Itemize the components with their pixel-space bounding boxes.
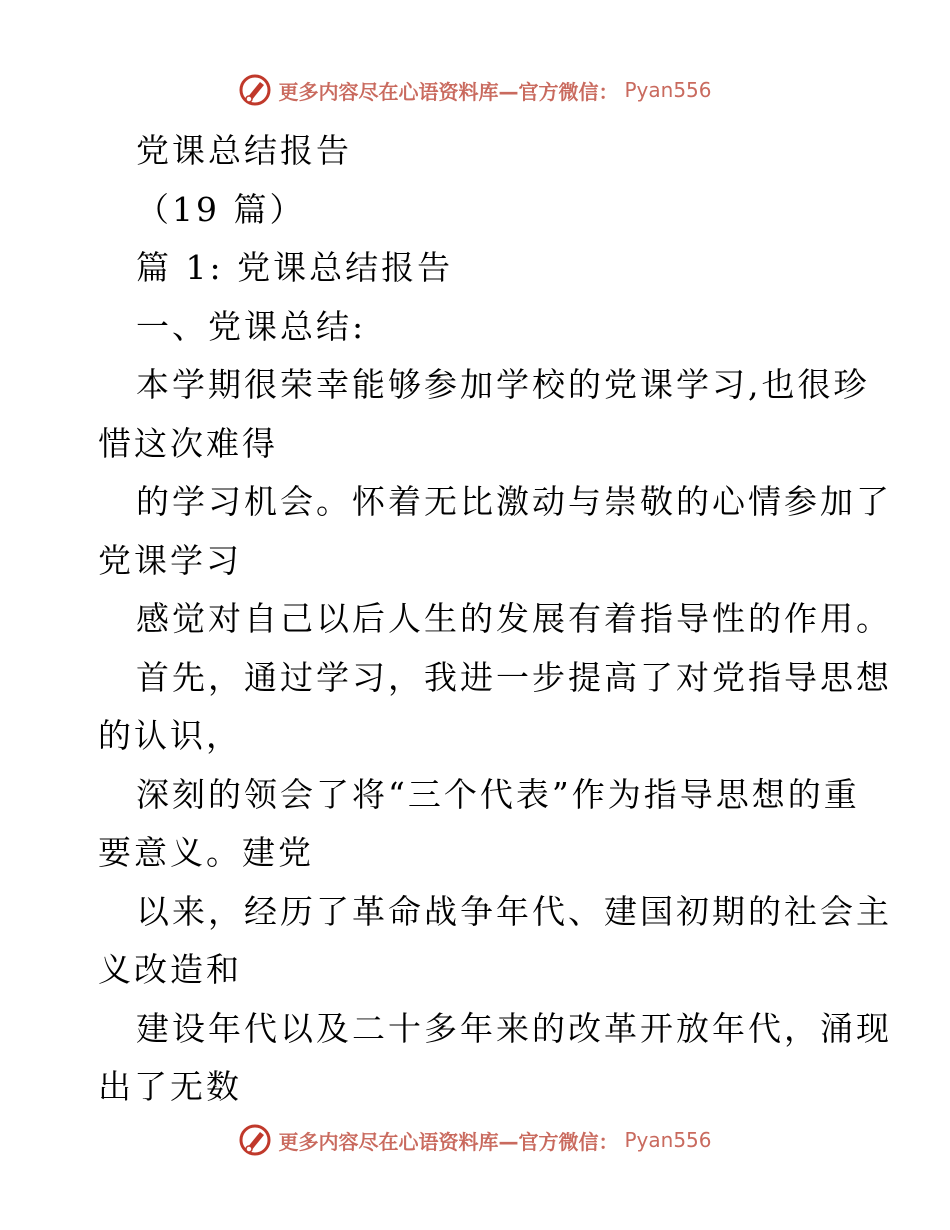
paragraph-line: 出了无数 — [98, 1067, 242, 1106]
paragraph-line: 建设年代以及二十多年来的改革开放年代，涌现 — [136, 1008, 892, 1048]
watermark-text: 更多内容尽在心语资料库—官方微信： — [278, 1129, 619, 1154]
paragraph-line: 义改造和 — [98, 950, 242, 989]
paragraph-line: 惜这次难得 — [98, 423, 278, 463]
document-body — [98, 122, 892, 1117]
subsection-heading: 一、党课总结: — [136, 306, 367, 346]
doc-subtitle: （19 篇） — [136, 189, 306, 229]
footer-watermark — [0, 1120, 950, 1160]
paragraph-line: 感觉对自己以后人生的发展有着指导性的作用。 — [136, 599, 892, 638]
pen-circle-logo-icon — [238, 73, 272, 107]
watermark-text: 更多内容尽在心语资料库—官方微信： — [278, 79, 619, 104]
header-watermark — [0, 70, 950, 110]
watermark-wechat-id: Pyan556 — [624, 78, 712, 102]
paragraph-line: 要意义。建党 — [98, 833, 314, 872]
paragraph-line: 的学习机会。怀着无比激动与崇敬的心情参加了 — [136, 482, 892, 521]
doc-title: 党课总结报告 — [136, 131, 352, 170]
watermark-wechat-id: Pyan556 — [624, 1128, 712, 1152]
pen-circle-logo-icon — [238, 1123, 272, 1157]
paragraph-line: 党课学习 — [98, 540, 242, 580]
section-heading: 篇 1: 党课总结报告 — [136, 248, 454, 287]
paragraph-line: 深刻的领会了将“三个代表”作为指导思想的重 — [136, 774, 860, 814]
paragraph-line: 首先，通过学习，我进一步提高了对党指导思想 — [136, 657, 892, 697]
paragraph-line: 的认识， — [98, 716, 242, 755]
paragraph-line: 以来，经历了革命战争年代、建国初期的社会主 — [136, 891, 892, 931]
paragraph-line: 本学期很荣幸能够参加学校的党课学习,也很珍 — [136, 365, 870, 404]
